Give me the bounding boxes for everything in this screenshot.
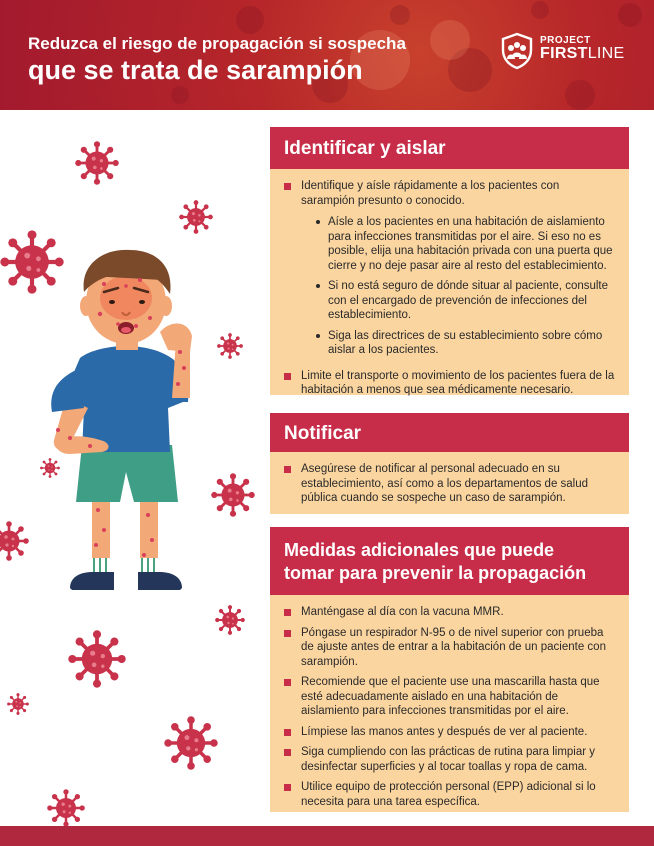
virus-icon xyxy=(176,197,216,237)
title-line-2: que se trata de sarampión xyxy=(28,55,363,85)
section-additional-header xyxy=(270,527,629,595)
notify-bullet-1: Asegúrese de notificar al personal adecuado en su establecimiento, así como a los departamentos de salud pública cuando se sospeche un caso de sarampión. xyxy=(270,462,629,506)
additional-bullet-3: Recomiende que el paciente use una mascarilla hasta que esté adecuadamente aislado en una habitación de aislamiento para infecciones transmitidas por el aire. xyxy=(270,675,629,719)
title-line-1: Reduzca el riesgo de propagación si sospecha xyxy=(28,34,406,53)
additional-bullet-4: Límpiese las manos antes y después de ver al paciente. xyxy=(270,725,629,740)
section-notify-body xyxy=(270,452,629,514)
section-additional-title-line-2: tomar para prevenir la propagación xyxy=(284,563,587,583)
virus-icon xyxy=(44,786,88,830)
header-banner xyxy=(0,0,654,110)
additional-bullet-2: Póngase un respirador N-95 o de nivel superior con prueba de ajuste antes de entrar a la habitación de un paciente con sarampión. xyxy=(270,626,629,670)
virus-icon xyxy=(0,518,32,564)
identify-bullet-1: Identifique y aísle rápidamente a los pacientes con sarampión presunto o conocido. xyxy=(270,179,629,208)
additional-bullet-1: Manténgase al día con la vacuna MMR. xyxy=(270,605,629,620)
section-identify-body xyxy=(270,169,629,395)
identify-sub-bullet-2: Si no está seguro de dónde situar al paciente, consulte con el encargado de prevención de infecciones del establecimiento. xyxy=(270,279,629,323)
section-additional-title-line-1: Medidas adicionales que puede xyxy=(284,540,555,560)
shield-logo-icon xyxy=(500,32,534,70)
identify-bullet-2: Limite el transporte o movimiento de los pacientes fuera de la habitación a menos que sea médicamente necesario. xyxy=(270,369,629,398)
section-identify-header xyxy=(270,127,629,169)
section-notify-header xyxy=(270,413,629,452)
virus-icon xyxy=(160,712,222,774)
section-notify-title: Notificar xyxy=(284,423,362,444)
logo-text-firstline: FIRSTLINE xyxy=(540,45,625,62)
section-additional-body xyxy=(270,595,629,812)
additional-bullet-6: Utilice equipo de protección personal (EPP) adicional si lo necesita para una tarea específica. xyxy=(270,780,629,809)
logo-text-project: PROJECT xyxy=(540,35,591,46)
footer-bar xyxy=(0,826,654,846)
identify-sub-bullet-1: Aísle a los pacientes en una habitación de aislamiento para infecciones transmitidas por el aire. Si eso no es posible, elija una habitación privada con una puerta que cierre y no deje pasar aire al resto del establecimiento. xyxy=(270,215,629,273)
project-firstline-logo xyxy=(500,32,640,68)
child-with-measles-illustration xyxy=(30,240,230,610)
virus-icon xyxy=(72,138,122,188)
virus-icon xyxy=(64,626,130,692)
identify-sub-bullet-3: Siga las directrices de su establecimiento sobre cómo aislar a los pacientes. xyxy=(270,329,629,358)
virus-icon xyxy=(4,690,32,718)
section-identify-title: Identificar y aislar xyxy=(284,138,446,159)
section-additional-title xyxy=(284,539,586,585)
additional-bullet-5: Siga cumpliendo con las prácticas de rutina para limpiar y desinfectar superficies y al tocar toallas y ropa de cama. xyxy=(270,745,629,774)
